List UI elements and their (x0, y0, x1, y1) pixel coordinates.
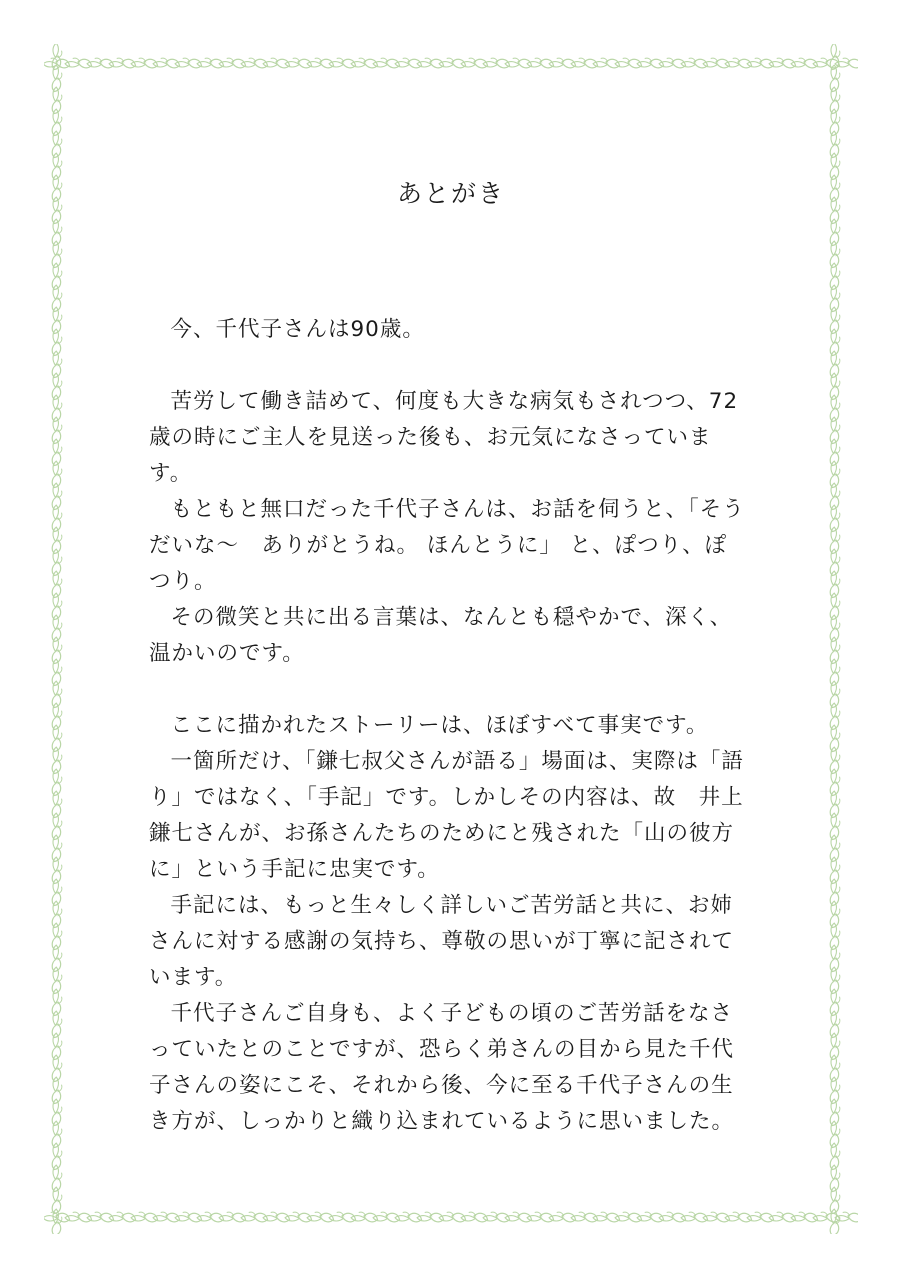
leaf-vine-icon (835, 55, 858, 73)
leaf-vine-icon (703, 1209, 731, 1227)
leaf-vine-icon (769, 55, 797, 73)
leaf-vine-icon (571, 1209, 599, 1227)
leaf-vine-icon (826, 945, 844, 973)
leaf-vine-icon (813, 1209, 841, 1227)
leaf-vine-icon (417, 1209, 445, 1227)
leaf-vine-icon (527, 55, 555, 73)
leaf-vine-icon (307, 1209, 335, 1227)
leaf-vine-icon (826, 681, 844, 709)
leaf-vine-icon (48, 1143, 66, 1171)
leaf-vine-icon (826, 835, 844, 863)
decorative-border-top (44, 44, 858, 80)
leaf-vine-icon (791, 1209, 819, 1227)
leaf-vine-icon (826, 285, 844, 313)
page-title: あとがき (396, 179, 505, 208)
leaf-vine-icon (48, 1077, 66, 1105)
leaf-vine-icon (48, 131, 66, 159)
decorative-border-left (44, 44, 80, 1234)
leaf-vine-icon (813, 55, 841, 73)
leaf-vine-icon (835, 1209, 858, 1227)
leaf-vine-icon (48, 681, 66, 709)
leaf-vine-icon (826, 65, 844, 93)
leaf-vine-icon (505, 1209, 533, 1227)
leaf-vine-icon (65, 1209, 93, 1227)
leaf-vine-icon (826, 505, 844, 533)
leaf-vine-icon (48, 263, 66, 291)
leaf-vine-icon (351, 1209, 379, 1227)
leaf-vine-icon (44, 1209, 71, 1227)
leaf-vine-icon (826, 351, 844, 379)
leaf-vine-icon (87, 1209, 115, 1227)
leaf-vine-icon (549, 55, 577, 73)
leaf-vine-icon (263, 1209, 291, 1227)
leaf-vine-icon (826, 1209, 844, 1234)
leaf-vine-icon (109, 1209, 137, 1227)
paragraph: 手記には、もっと生々しく詳しいご苦労話と共に、お姉さんに対する感謝の気持ち、尊敬の思いが丁寧に記されています。 (149, 893, 735, 990)
leaf-vine-icon (826, 241, 844, 269)
leaf-vine-icon (48, 373, 66, 401)
leaf-vine-icon (826, 131, 844, 159)
leaf-vine-icon (826, 395, 844, 423)
leaf-vine-icon (483, 55, 511, 73)
paragraph: 一箇所だけ、「鎌七叔父さんが語る」場面は、実際は「語り」ではなく、「手記」です。しかしその内容は、故 井上鎌七さんが、お孫さんたちのためにと残された「山の彼方に」という手記に忠実です。 (149, 749, 744, 882)
paragraph-gap (149, 672, 749, 708)
leaf-vine-icon (48, 219, 66, 247)
leaf-vine-icon (241, 55, 269, 73)
leaf-vine-icon (197, 1209, 225, 1227)
leaf-vine-icon (285, 55, 313, 73)
leaf-vine-icon (826, 87, 844, 115)
leaf-vine-icon (826, 769, 844, 797)
leaf-vine-icon (48, 659, 66, 687)
leaf-vine-icon (826, 703, 844, 731)
leaf-vine-icon (769, 1209, 797, 1227)
leaf-vine-icon (659, 1209, 687, 1227)
leaf-vine-icon (48, 439, 66, 467)
leaf-vine-icon (48, 417, 66, 445)
leaf-vine-icon (703, 55, 731, 73)
leaf-vine-icon (48, 65, 66, 93)
decorative-border-bottom (44, 1198, 858, 1234)
leaf-vine-icon (48, 615, 66, 643)
leaf-vine-icon (263, 55, 291, 73)
leaf-vine-icon (826, 593, 844, 621)
leaf-vine-icon (48, 571, 66, 599)
leaf-vine-icon (395, 1209, 423, 1227)
paragraph-gap (149, 348, 749, 384)
leaf-vine-icon (826, 1011, 844, 1039)
leaf-vine-icon (48, 747, 66, 775)
leaf-vine-icon (48, 813, 66, 841)
paragraph: もともと無口だった千代子さんは、お話を伺うと、「そうだいな〜 ありがとうね。 ほんとうに」 と、ぽつり、ぽつり。 (149, 497, 745, 594)
leaf-vine-icon (826, 549, 844, 577)
leaf-vine-icon (373, 1209, 401, 1227)
leaf-vine-icon (826, 791, 844, 819)
leaf-vine-icon (791, 55, 819, 73)
leaf-vine-icon (48, 285, 66, 313)
leaf-vine-icon (197, 55, 225, 73)
leaf-vine-icon (48, 593, 66, 621)
leaf-vine-icon (461, 55, 489, 73)
leaf-vine-icon (593, 1209, 621, 1227)
leaf-vine-icon (826, 461, 844, 489)
leaf-vine-icon (48, 505, 66, 533)
paragraph: その微笑と共に出る言葉は、なんとも穏やかで、深く、温かいのです。 (149, 605, 733, 666)
leaf-vine-icon (48, 549, 66, 577)
leaf-vine-icon (826, 879, 844, 907)
leaf-vine-icon (461, 1209, 489, 1227)
leaf-vine-icon (219, 55, 247, 73)
leaf-vine-icon (351, 55, 379, 73)
leaf-vine-icon (131, 55, 159, 73)
leaf-vine-icon (747, 55, 775, 73)
leaf-vine-icon (48, 901, 66, 929)
decorative-border-right (822, 44, 858, 1234)
leaf-vine-icon (593, 55, 621, 73)
leaf-vine-icon (153, 55, 181, 73)
leaf-vine-icon (725, 1209, 753, 1227)
leaf-vine-icon (637, 1209, 665, 1227)
leaf-vine-icon (826, 1099, 844, 1127)
leaf-vine-icon (395, 55, 423, 73)
leaf-vine-icon (826, 1055, 844, 1083)
leaf-vine-icon (329, 1209, 357, 1227)
leaf-vine-icon (285, 1209, 313, 1227)
leaf-vine-icon (527, 1209, 555, 1227)
leaf-vine-icon (826, 417, 844, 445)
leaf-vine-icon (307, 55, 335, 73)
leaf-vine-icon (48, 1055, 66, 1083)
leaf-vine-icon (826, 1187, 844, 1215)
leaf-vine-icon (505, 55, 533, 73)
leaf-vine-icon (48, 1209, 66, 1234)
leaf-vine-icon (175, 55, 203, 73)
leaf-vine-icon (725, 55, 753, 73)
leaf-vine-icon (637, 55, 665, 73)
leaf-vine-icon (48, 1165, 66, 1193)
leaf-vine-icon (826, 307, 844, 335)
leaf-vine-icon (826, 1165, 844, 1193)
leaf-vine-icon (48, 307, 66, 335)
leaf-vine-icon (109, 55, 137, 73)
leaf-vine-icon (439, 1209, 467, 1227)
leaf-vine-icon (48, 351, 66, 379)
leaf-vine-icon (48, 945, 66, 973)
leaf-vine-icon (439, 55, 467, 73)
leaf-vine-icon (44, 55, 71, 73)
leaf-vine-icon (153, 1209, 181, 1227)
paragraph: 千代子さんご自身も、よく子どもの頃のご苦労話をなさっていたとのことですが、恐らく弟さんの目から見た千代子さんの姿にこそ、それから後、今に至る千代子さんの生き方が、しっかりと織り込まれているように思いました。 (149, 1001, 735, 1134)
leaf-vine-icon (48, 461, 66, 489)
leaf-vine-icon (48, 1187, 66, 1215)
leaf-vine-icon (826, 967, 844, 995)
leaf-vine-icon (681, 55, 709, 73)
leaf-vine-icon (826, 659, 844, 687)
leaf-vine-icon (826, 1033, 844, 1061)
leaf-vine-icon (131, 1209, 159, 1227)
paragraph: 今、千代子さんは90歳。 (170, 317, 425, 342)
leaf-vine-icon (826, 1121, 844, 1149)
leaf-vine-icon (48, 637, 66, 665)
leaf-vine-icon (681, 1209, 709, 1227)
leaf-vine-icon (747, 1209, 775, 1227)
leaf-vine-icon (826, 857, 844, 885)
leaf-vine-icon (48, 1011, 66, 1039)
leaf-vine-icon (826, 923, 844, 951)
leaf-vine-icon (48, 527, 66, 555)
leaf-vine-icon (826, 1143, 844, 1171)
leaf-vine-icon (48, 44, 66, 71)
leaf-vine-icon (48, 835, 66, 863)
leaf-vine-icon (219, 1209, 247, 1227)
leaf-vine-icon (48, 329, 66, 357)
leaf-vine-icon (48, 1121, 66, 1149)
leaf-vine-icon (175, 1209, 203, 1227)
leaf-vine-icon (48, 241, 66, 269)
leaf-vine-icon (65, 55, 93, 73)
leaf-vine-icon (48, 791, 66, 819)
leaf-vine-icon (571, 55, 599, 73)
leaf-vine-icon (48, 725, 66, 753)
leaf-vine-icon (373, 55, 401, 73)
leaf-vine-icon (826, 527, 844, 555)
leaf-vine-icon (48, 1099, 66, 1127)
leaf-vine-icon (826, 219, 844, 247)
leaf-vine-icon (48, 769, 66, 797)
leaf-vine-icon (826, 263, 844, 291)
afterword-body (149, 312, 749, 1140)
leaf-vine-icon (826, 439, 844, 467)
leaf-vine-icon (48, 989, 66, 1017)
leaf-vine-icon (87, 55, 115, 73)
leaf-vine-icon (826, 901, 844, 929)
leaf-vine-icon (417, 55, 445, 73)
leaf-vine-icon (826, 1077, 844, 1105)
leaf-vine-icon (48, 879, 66, 907)
leaf-vine-icon (48, 483, 66, 511)
leaf-vine-icon (48, 967, 66, 995)
leaf-vine-icon (549, 1209, 577, 1227)
leaf-vine-icon (826, 747, 844, 775)
leaf-vine-icon (615, 1209, 643, 1227)
paragraph: ここに描かれたストーリーは、ほぼすべて事実です。 (170, 713, 709, 738)
leaf-vine-icon (826, 44, 844, 71)
leaf-vine-icon (826, 813, 844, 841)
leaf-vine-icon (241, 1209, 269, 1227)
leaf-vine-icon (826, 329, 844, 357)
leaf-vine-icon (48, 857, 66, 885)
leaf-vine-icon (826, 483, 844, 511)
leaf-vine-icon (826, 637, 844, 665)
leaf-vine-icon (826, 615, 844, 643)
leaf-vine-icon (826, 109, 844, 137)
leaf-vine-icon (48, 87, 66, 115)
leaf-vine-icon (48, 923, 66, 951)
leaf-vine-icon (826, 725, 844, 753)
leaf-vine-icon (48, 109, 66, 137)
leaf-vine-icon (826, 989, 844, 1017)
leaf-vine-icon (329, 55, 357, 73)
paragraph: 苦労して働き詰めて、何度も大きな病気もされつつ、72歳の時にご主人を見送った後も、お元気になさっています。 (149, 389, 739, 486)
leaf-vine-icon (48, 1033, 66, 1061)
leaf-vine-icon (826, 373, 844, 401)
leaf-vine-icon (826, 571, 844, 599)
leaf-vine-icon (48, 703, 66, 731)
leaf-vine-icon (483, 1209, 511, 1227)
leaf-vine-icon (615, 55, 643, 73)
leaf-vine-icon (48, 395, 66, 423)
leaf-vine-icon (659, 55, 687, 73)
